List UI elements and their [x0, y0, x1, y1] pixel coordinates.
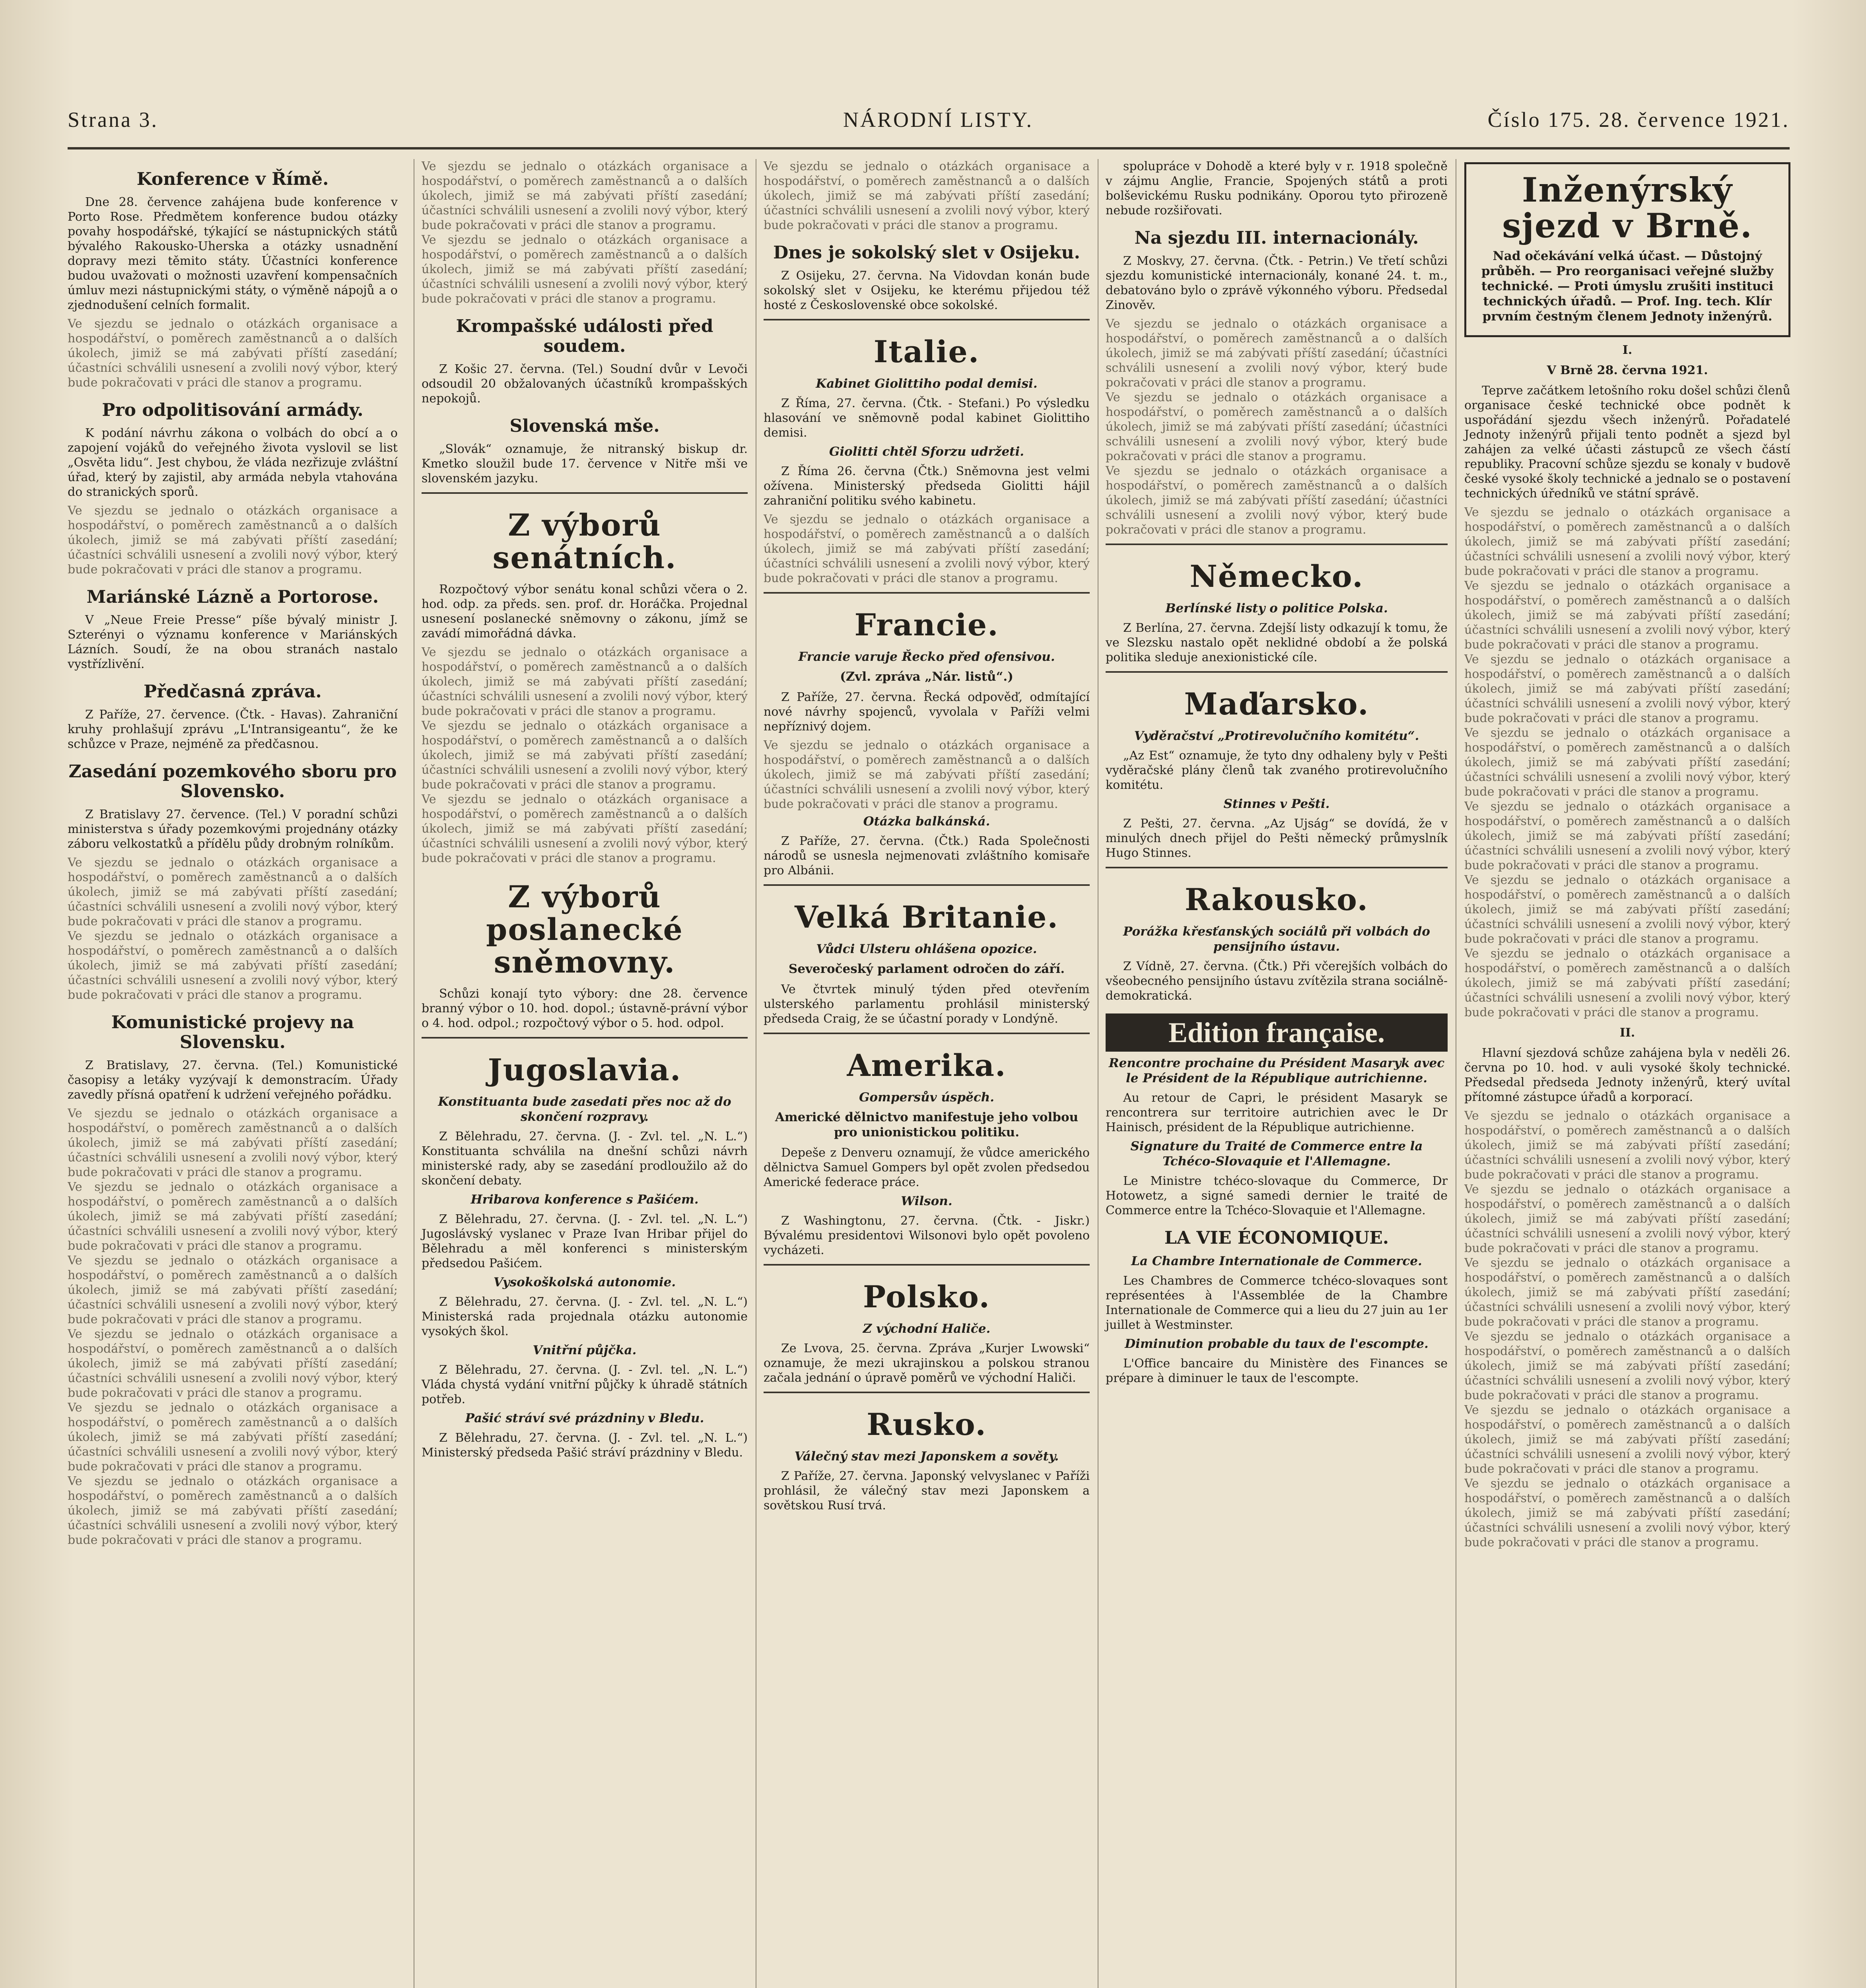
- divider-rule: [764, 884, 1090, 886]
- subheadline-vychodni-halic: Z východní Haliče.: [863, 1322, 991, 1336]
- issue-date: Číslo 175. 28. července 1921.: [1487, 108, 1790, 132]
- section-number-two: II.: [1619, 1026, 1635, 1040]
- column-3: [756, 159, 1097, 1988]
- subheadline-porazka: Porážka křesťanských sociálů při volbách do pensijního ústavu.: [1123, 924, 1430, 954]
- article-rencontre: Au retour de Capri, le président Masaryk se rencontrera sur territoire autrichien avec le Dr Hainisch, président de la République autrichienne.: [1106, 1091, 1448, 1134]
- headline-predcasna: Předčasná zpráva.: [144, 681, 322, 702]
- article-odpolitisovani: K podání návrhu zákona o volbách do obcí a o zapojení vojáků do veřejného života vyslovil se list „Osvěta lidu“. Jest chybou, že vláda nezřizuje zvláštní úřad, který by zajistil, aby armáda nebyla vtahována do stranických sporů.: [68, 426, 398, 499]
- headline-odpolitisovani: Pro odpolitisování armády.: [102, 400, 363, 420]
- filler-text: [68, 503, 398, 577]
- headline-amerika: Amerika.: [847, 1048, 1007, 1083]
- filler-text: [764, 738, 1090, 812]
- divider-rule: [1106, 671, 1448, 673]
- article-konstituanta: Z Bělehradu, 27. června. (J. - Zvl. tel. „N. L.“) Konstituanta schválila na dnešní schůzi návrh ministerské rady, aby se zasedání prodloužilo až do skončení debaty.: [422, 1130, 748, 1188]
- divider-rule: [422, 1037, 748, 1039]
- dateline-brno: V Brně 28. června 1921.: [1547, 363, 1708, 377]
- article-zasedani-sboru: Z Bratislavy 27. července. (Tel.) V poradní schůzi ministerstva s úřady pozemkovými projednány otázky záboru velkostatků a přídělu půdy drobným rolníkům.: [68, 808, 398, 851]
- article-z-vyboru-senatnich: Rozpočtový výbor senátu konal schůzi včera o 2. hod. odp. za předs. sen. prof. dr. Horáčka. Projednal usnesení poslanecké sněmovny o zákonu, jímž se zavádí mimořádná dávka.: [422, 582, 748, 641]
- filler-text: [422, 718, 748, 792]
- article-slovenske-mse: „Slovák“ oznamuje, že nitranský biskup dr. Kmetko sloužil bude 17. července v Nitře mši ve slovenském jazyku.: [422, 442, 748, 485]
- subheadline-rencontre: Rencontre prochaine du Président Masaryk avec le Président de la République autrichienne.: [1108, 1056, 1445, 1085]
- filler-text: [1464, 1109, 1790, 1182]
- filler-text: [422, 233, 748, 306]
- article-inzenyrsky-body: Teprve začátkem letošního roku došel schůzi členů organisace české technické obce podnět k uspořádání sjezdu všech inženýrů. Pořadatelé Jednoty inženýrů přijali tento podnět a sjezd byl zahájen za velké účasti zástupců ze všech částí republiky. Pracovní schůze sjezdu se konaly v budově české vysoké školy technické a jednalo se o postavení technických úředníků ve státní správě.: [1464, 384, 1790, 501]
- filler-text: [1464, 1256, 1790, 1329]
- subtitle-gompers: Americké dělnictvo manifestuje jeho volbou pro unionistickou politiku.: [775, 1110, 1079, 1140]
- headline-z-vyboru-poslanecke: Z výborů poslanecké sněmovny.: [486, 879, 683, 980]
- article-stinnes: Z Pešti, 27. června. „Az Ujság“ se dovídá, že v minulých dnech přijel do Pešti německý průmyslník Hugo Stinnes.: [1106, 817, 1448, 860]
- filler-text: [422, 792, 748, 866]
- divider-rule: [1106, 544, 1448, 545]
- article-hribarova: Z Bělehradu, 27. června. (J. - Zvl. tel. „N. L.“) Jugoslávský vyslanec v Praze Ivan Hribar přijel do Bělehradu a měl konferenci s ministerským předsedou Pašićem.: [422, 1212, 748, 1270]
- headline-konference: Konference v Římě.: [136, 169, 329, 189]
- article-dnes-sokolsky: Z Osijeku, 27. června. Na Vidovdan konán bude sokolský slet v Osijeku, ke kterému přijedou též hosté z Československé obce sokolské.: [764, 269, 1090, 312]
- article-komunisticke-projevy: Z Bratislavy, 27. června. (Tel.) Komunistické časopisy a letáky vyzývají k demonstracím. Úřady zavedly přísná opatření k udržení veřejného pořádku.: [68, 1058, 398, 1102]
- subheadline-berlinske-listy: Berlínské listy o politice Polska.: [1165, 601, 1388, 615]
- article-vychodni-halic: Ze Lvova, 25. června. Zpráva „Kurjer Lwowski“ oznamuje, že mezi ukrajinskou a polskou stranou začala jednání o úpravě poměrů ve východní Haliči.: [764, 1342, 1090, 1385]
- article-porazka: Z Vídně, 27. června. (Čtk.) Při včerejších volbách do všeobecného pensijního ústavu zvítězila strana sociálně-demokratická.: [1106, 959, 1448, 1003]
- headline-nemecko: Německo.: [1190, 559, 1364, 594]
- filler-text: [68, 1106, 398, 1180]
- filler-text: [1464, 873, 1790, 946]
- article-iii-internacionala: Z Moskvy, 27. června. (Čtk. - Petrin.) Ve třetí schůzi sjezdu komunistické internacionály, konané 24. t. m., debatováno bylo o zprávě výkonného výboru. Předsedal Zinověv.: [1106, 254, 1448, 312]
- byline-francie: (Zvl. zpráva „Nár. listů“.): [840, 670, 1013, 684]
- feature-box-inzenyrsky-sjezd: [1464, 162, 1790, 337]
- headline-z-vyboru-senatnich: Z výborů senátních.: [492, 507, 677, 575]
- subheadline-vysokoskolska: Vysokoškolská autonomie.: [493, 1275, 676, 1289]
- subheadline-kabinet: Kabinet Giolittiho podal demisi.: [816, 377, 1038, 391]
- headline-rusko: Rusko.: [867, 1407, 987, 1442]
- headline-italie: Italie.: [873, 334, 980, 369]
- section-banner-edition-francaise: Edition française.: [1106, 1013, 1448, 1052]
- filler-text: [1464, 946, 1790, 1020]
- headline-francie: Francie.: [854, 607, 999, 643]
- column-1: [68, 159, 405, 1988]
- subheadline-wilson: Wilson.: [901, 1194, 952, 1208]
- article-francie-varuje: Z Paříže, 27. června. Řecká odpověď, odmítající nové návrhy spojenců, vyvolala v Paříži velmi nepříznivý dojem.: [764, 690, 1090, 734]
- subheadline-francie-varuje: Francie varuje Řecko před ofensivou.: [798, 650, 1055, 664]
- subheadline-vnitrni-pujcka: Vnitřní půjčka.: [533, 1343, 637, 1357]
- article-valecny-stav: Z Paříže, 27. června. Japonský velvyslanec v Paříži prohlásil, že válečný stav mezi Japonskem a sovětskou Rusí trvá.: [764, 1469, 1090, 1512]
- divider-rule: [764, 319, 1090, 320]
- headline-vie-economique: LA VIE ÉCONOMIQUE.: [1164, 1228, 1389, 1248]
- filler-text: [1464, 1182, 1790, 1256]
- divider-rule: [764, 592, 1090, 594]
- running-head: [68, 99, 1790, 149]
- filler-text: [1464, 505, 1790, 579]
- headline-dnes-sokolsky: Dnes je sokolský slet v Osijeku.: [773, 243, 1080, 263]
- subheadline-diminution: Diminution probable du taux de l'escompte.: [1125, 1337, 1429, 1351]
- deck-inzenyrsky-sjezd: Nad očekávání velká účast. — Důstojný průběh. — Pro reorganisaci veřejné služby technické. — Proti úmyslu zrušiti instituci technických úřadů. — Prof. Ing. tech. Klír prvním čestným členem Jednoty inženýrů.: [1481, 249, 1774, 324]
- article-vysokoskolska: Z Bělehradu, 27. června. (J. - Zvl. tel. „N. L.“) Ministerská rada projednala otázku autonomie vysokých škol.: [422, 1295, 748, 1338]
- subheadline-vydiracstvi: Vyděračství „Protirevolučního komitétu“.: [1134, 729, 1419, 743]
- filler-text: [68, 1327, 398, 1400]
- article-krompasske: Z Košic 27. června. (Tel.) Soudní dvůr v Levoči odsoudil 20 obžalovaných účastníků krompašských nepokojů.: [422, 362, 748, 406]
- filler-text: [1464, 1476, 1790, 1550]
- subtitle-vudci-ulsteru: Severočeský parlament odročen do září.: [788, 962, 1065, 976]
- filler-text: [1464, 1329, 1790, 1403]
- article-signature: Le Ministre tchéco-slovaque du Commerce, Dr Hotowetz, a signé samedi dernier le traité de Commerce entre la Tchéco-Slovaquie et l'Allemagne.: [1106, 1174, 1448, 1217]
- subheadline-hribarova: Hribarova konference s Pašićem.: [470, 1192, 699, 1207]
- subheadline-vudci-ulsteru: Vůdci Ulsteru ohlášena opozice.: [816, 942, 1037, 956]
- subheadline-otazka-balkanska: Otázka balkánská.: [863, 814, 990, 829]
- article-vnitrni-pujcka: Z Bělehradu, 27. června. (J. - Zvl. tel. „N. L.“) Vláda chystá vydání vnitřní půjčky k úhradě státních potřeb.: [422, 1363, 748, 1406]
- filler-text: [1464, 726, 1790, 799]
- article-marianske: V „Neue Freie Presse“ píše bývalý ministr J. Szterényi o významu konference v Mariánských Lázních. Soudí, že na obou stranách nastalo vystřízlivění.: [68, 613, 398, 671]
- filler-text: [68, 855, 398, 929]
- filler-text: [1106, 316, 1448, 390]
- filler-text: [1106, 390, 1448, 464]
- article-spoluprace: spolupráce v Dohodě a které byly v r. 1918 společně v zájmu Anglie, Francie, Spojených států a proti bolševickému Rusku podnikány. Oporou tyto přirozeně nebude rozšiřovati.: [1106, 159, 1448, 217]
- filler-text: [422, 645, 748, 718]
- masthead: NÁRODNÍ LISTY.: [843, 108, 1034, 132]
- article-vydiracstvi: „Az Est“ oznamuje, že tyto dny odhaleny byly v Pešti vyděračské plány členů tak zvaného protirevolučního komitétu.: [1106, 749, 1448, 792]
- divider-rule: [422, 492, 748, 494]
- article-konference: Dne 28. července zahájena bude konference v Porto Rose. Předmětem konference budou otázky povahy hospodářské, týkající se nástupnických států bývalého Rakousko-Uherska a otázky usnadnění dopravy mezi těmito státy. Účastníci konference budou uvažovati o možnosti uzavření kompensačních úmluv mezi nástupnickými státy, o výměně nápojů a o zjednodušení celních formalit.: [68, 195, 398, 312]
- headline-madarsko: Maďarsko.: [1184, 686, 1369, 722]
- article-kabinet: Z Říma, 27. června. (Čtk. - Stefani.) Po výsledku hlasování ve sněmovně podal kabinet Giolittiho demisi.: [764, 396, 1090, 440]
- headline-marianske: Mariánské Lázně a Portorose.: [86, 587, 379, 607]
- article-berlinske-listy: Z Berlína, 27. června. Zdejší listy odkazují k tomu, že ve Slezsku nastalo opět neklidné období a že polská politika sleduje anexionistické cíle.: [1106, 621, 1448, 664]
- headline-krompasske: Krompašské události před soudem.: [456, 316, 713, 356]
- filler-text: [1106, 464, 1448, 537]
- filler-text: [68, 316, 398, 390]
- article-pasic: Z Bělehradu, 27. června. (J. - Zvl. tel. „N. L.“) Ministerský předseda Pašić stráví prázdniny v Bledu.: [422, 1431, 748, 1460]
- column-4: [1098, 159, 1455, 1988]
- column-2: [414, 159, 755, 1988]
- subheadline-pasic: Pašić stráví své prázdniny v Bledu.: [465, 1411, 704, 1425]
- article-vudci-ulsteru: Ve čtvrtek minulý týden před otevřením ulsterského parlamentu prohlásil ministerský předseda Craig, že se účastní porady v Londýně.: [764, 982, 1090, 1026]
- filler-text: [1464, 799, 1790, 873]
- filler-text: [68, 929, 398, 1002]
- headline-velka-britanie: Velká Britanie.: [794, 899, 1059, 935]
- subheadline-chambre: La Chambre Internationale de Commerce.: [1131, 1254, 1422, 1268]
- filler-text: [68, 1180, 398, 1253]
- headline-jugoslavia: Jugoslavia.: [488, 1052, 682, 1087]
- divider-rule: [764, 1033, 1090, 1034]
- headline-zasedani-sboru: Zasedání pozemkového sboru pro Slovensko.: [68, 761, 397, 802]
- headline-iii-internacionala: Na sjezdu III. internacionály.: [1134, 228, 1419, 248]
- subheadline-stinnes: Stinnes v Pešti.: [1223, 797, 1330, 811]
- article-wilson: Z Washingtonu, 27. června. (Čtk. - Jiskr.) Bývalému presidentovi Wilsonovi bylo opět povoleno vycházeti.: [764, 1214, 1090, 1257]
- column-5: [1456, 159, 1790, 1988]
- filler-text: [68, 1474, 398, 1547]
- article-otazka-balkanska: Z Paříže, 27. června. (Čtk.) Rada Společnosti národů se usnesla nejmenovati zvláštního komisaře pro Albánii.: [764, 834, 1090, 878]
- page-number: Strana 3.: [68, 108, 158, 132]
- divider-rule: [1106, 867, 1448, 868]
- article-predcasna: Z Paříže, 27. července. (Čtk. - Havas). Zahraniční kruhy prohlašují zprávu „L'Intransigeantu“, že ke schůzce v Praze, nejméně za předčasnou.: [68, 708, 398, 751]
- article-columns: [68, 159, 1790, 1988]
- filler-text: [68, 1400, 398, 1474]
- filler-text: [422, 159, 748, 233]
- article-giolitti: Z Říma 26. června (Čtk.) Sněmovna jest velmi ožívena. Ministerský předseda Giolitti hájil zahraniční politiku svého kabinetu.: [764, 464, 1090, 508]
- divider-rule: [764, 1392, 1090, 1393]
- article-gompers: Depeše z Denveru oznamují, že vůdce amerického dělnictva Samuel Gompers byl opět zvolen předsedou Americké federace práce.: [764, 1146, 1090, 1189]
- filler-text: [1464, 579, 1790, 652]
- subheadline-gompers: Gompersův úspěch.: [859, 1090, 995, 1105]
- filler-text: [1464, 1403, 1790, 1476]
- filler-text: [68, 1253, 398, 1327]
- subheadline-konstituanta: Konstituanta bude zasedati přes noc až do skončení rozpravy.: [438, 1095, 731, 1124]
- article-diminution: L'Office bancaire du Ministère des Finances se prépare à diminuer le taux de l'escompte.: [1106, 1357, 1448, 1385]
- article-inzenyrsky-body-two: Hlavní sjezdová schůze zahájena byla v neděli 26. června po 10. hod. v auli vysoké školy technické. Předsedal předseda Jednoty inženýrů, který uvítal přítomné zástupce úřadů a korporací.: [1464, 1046, 1790, 1104]
- headline-slovenske-mse: Slovenská mše.: [509, 416, 660, 436]
- headline-rakousko: Rakousko.: [1184, 882, 1368, 917]
- headline-inzenyrsky-sjezd: Inženýrský sjezd v Brně.: [1502, 170, 1753, 245]
- subheadline-valecny-stav: Válečný stav mezi Japonskem a sověty.: [794, 1449, 1059, 1464]
- filler-text: [1464, 652, 1790, 726]
- article-chambre: Les Chambres de Commerce tchéco-slovaques sont représentées à l'Assemblée de la Chambre Internationale de Commerce qui a lieu du 27 juin au 1er juillet à Westminster.: [1106, 1274, 1448, 1332]
- article-z-vyboru-poslanecke: Schůzi konají tyto výbory: dne 28. července branný výbor o 10. hod. dopol.; ústavně-právní výbor o 4. hod. odpol.; rozpočtový výbor o 5. hod. odpol.: [422, 987, 748, 1030]
- section-number-one: I.: [1622, 343, 1633, 357]
- headline-polsko: Polsko.: [863, 1279, 990, 1314]
- filler-text: [764, 159, 1090, 233]
- subheadline-signature: Signature du Traité de Commerce entre la Tchéco-Slovaquie et l'Allemagne.: [1130, 1139, 1423, 1169]
- headline-komunisticke-projevy: Komunistické projevy na Slovensku.: [111, 1012, 354, 1052]
- subheadline-giolitti: Giolitti chtěl Sforzu udržeti.: [829, 445, 1024, 459]
- divider-rule: [764, 1264, 1090, 1266]
- filler-text: [764, 512, 1090, 586]
